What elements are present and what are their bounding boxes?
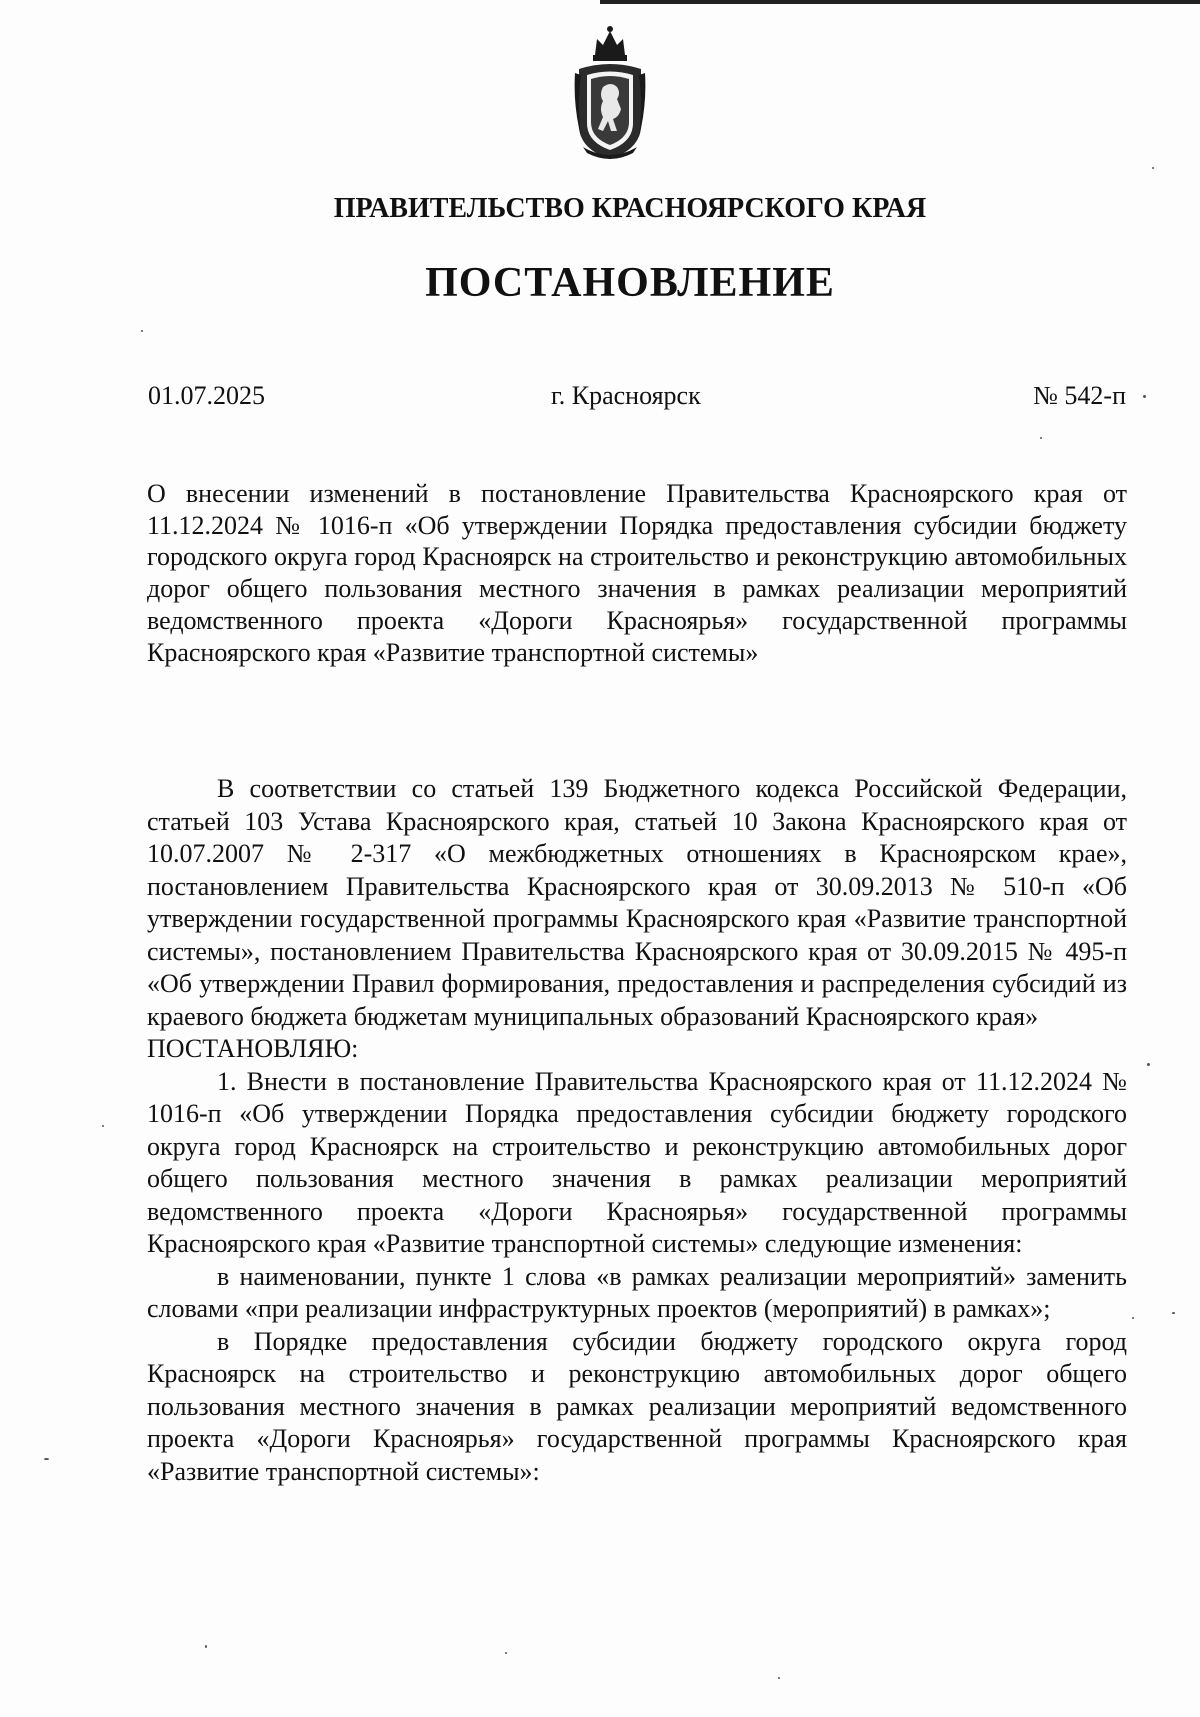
resolve-line: ПОСТАНОВЛЯЮ: <box>147 1034 359 1063</box>
document-subject: О внесении изменений в постановление Правительства Красноярского края от 11.12.2024 № 1016-п «Об утверждении Порядка предоставления субсидии бюджету городского округа город Красноярск на строительство и реконструкцию автомобильных дорог общего пользования местного значения в рамках реализации мероприятий ведомственного проекта «Дороги Красноярья» государственной программы Красноярского края «Развитие транспортной системы» <box>147 479 1127 667</box>
document-number: № 542-п <box>1033 381 1126 410</box>
change-2-paragraph: в Порядке предоставления субсидии бюджету городского округа город Красноярск на строительство и реконструкцию автомобильных дорог общего пользования местного значения в рамках реализации мероприятий ведомственного проекта «Дороги Красноярья» государственной программы Красноярского края «Развитие транспортной системы»: <box>147 1326 1127 1486</box>
scan-speck <box>141 330 143 332</box>
scan-speck <box>1172 1312 1175 1314</box>
scan-speck <box>1152 167 1154 169</box>
scan-speck <box>1147 1063 1150 1066</box>
document-city: г. Красноярск <box>551 381 701 410</box>
scan-speck <box>505 1652 507 1654</box>
organization-name: ПРАВИТЕЛЬСТВО КРАСНОЯРСКОГО КРАЯ <box>333 193 927 224</box>
scan-speck <box>778 1677 780 1679</box>
item-1-paragraph: 1. Внести в постановление Правительства Красноярского края от 11.12.2024 № 1016-п «Об утверждении Порядка предоставления субсидии бюджету городского округа город Красноярск на строительство и реконструкцию автомобильных дорог общего пользования местного значения в рамках реализации мероприятий ведомственного проекта «Дороги Красноярья» государственной программы Красноярского края «Развитие транспортной системы» следующие изменения: <box>147 1066 1127 1258</box>
preamble-paragraph: В соответствии со статьей 139 Бюджетного кодекса Российской Федерации, статьей 103 Устава Красноярского края, статьей 10 Закона Красноярского края от 10.07.2007 № 2-317 «О межбюджетных отношениях в Красноярском крае», постановлением Правительства Красноярского края от 30.09.2013 № 510-п «Об утверждении государственной программы Красноярского края «Развитие транспортной системы», постановлением Правительства Красноярского края от 30.09.2015 № 495-п «Об утверждении Правил формирования, предоставления и распределения субсидий из краевого бюджета бюджетам муниципальных образований Красноярского края» <box>147 774 1127 1031</box>
document-type-title: ПОСТАНОВЛЕНИЕ <box>425 260 835 306</box>
scan-speck <box>1143 395 1146 398</box>
change-1-paragraph: в наименовании, пункте 1 слова «в рамках реализации мероприятий» заменить словами «при реализации инфраструктурных проектов (мероприятий) в рамках»; <box>147 1261 1127 1323</box>
scan-edge-line <box>600 0 1200 4</box>
document-date: 01.07.2025 <box>148 381 265 410</box>
scan-speck <box>205 1645 207 1648</box>
scan-speck <box>1040 437 1042 439</box>
document-body <box>147 773 1127 1488</box>
scan-speck <box>44 1458 49 1460</box>
scan-speck <box>102 1125 104 1127</box>
scan-speck <box>1132 1317 1134 1319</box>
krasnoyarsk-coat-of-arms-icon <box>573 25 647 163</box>
